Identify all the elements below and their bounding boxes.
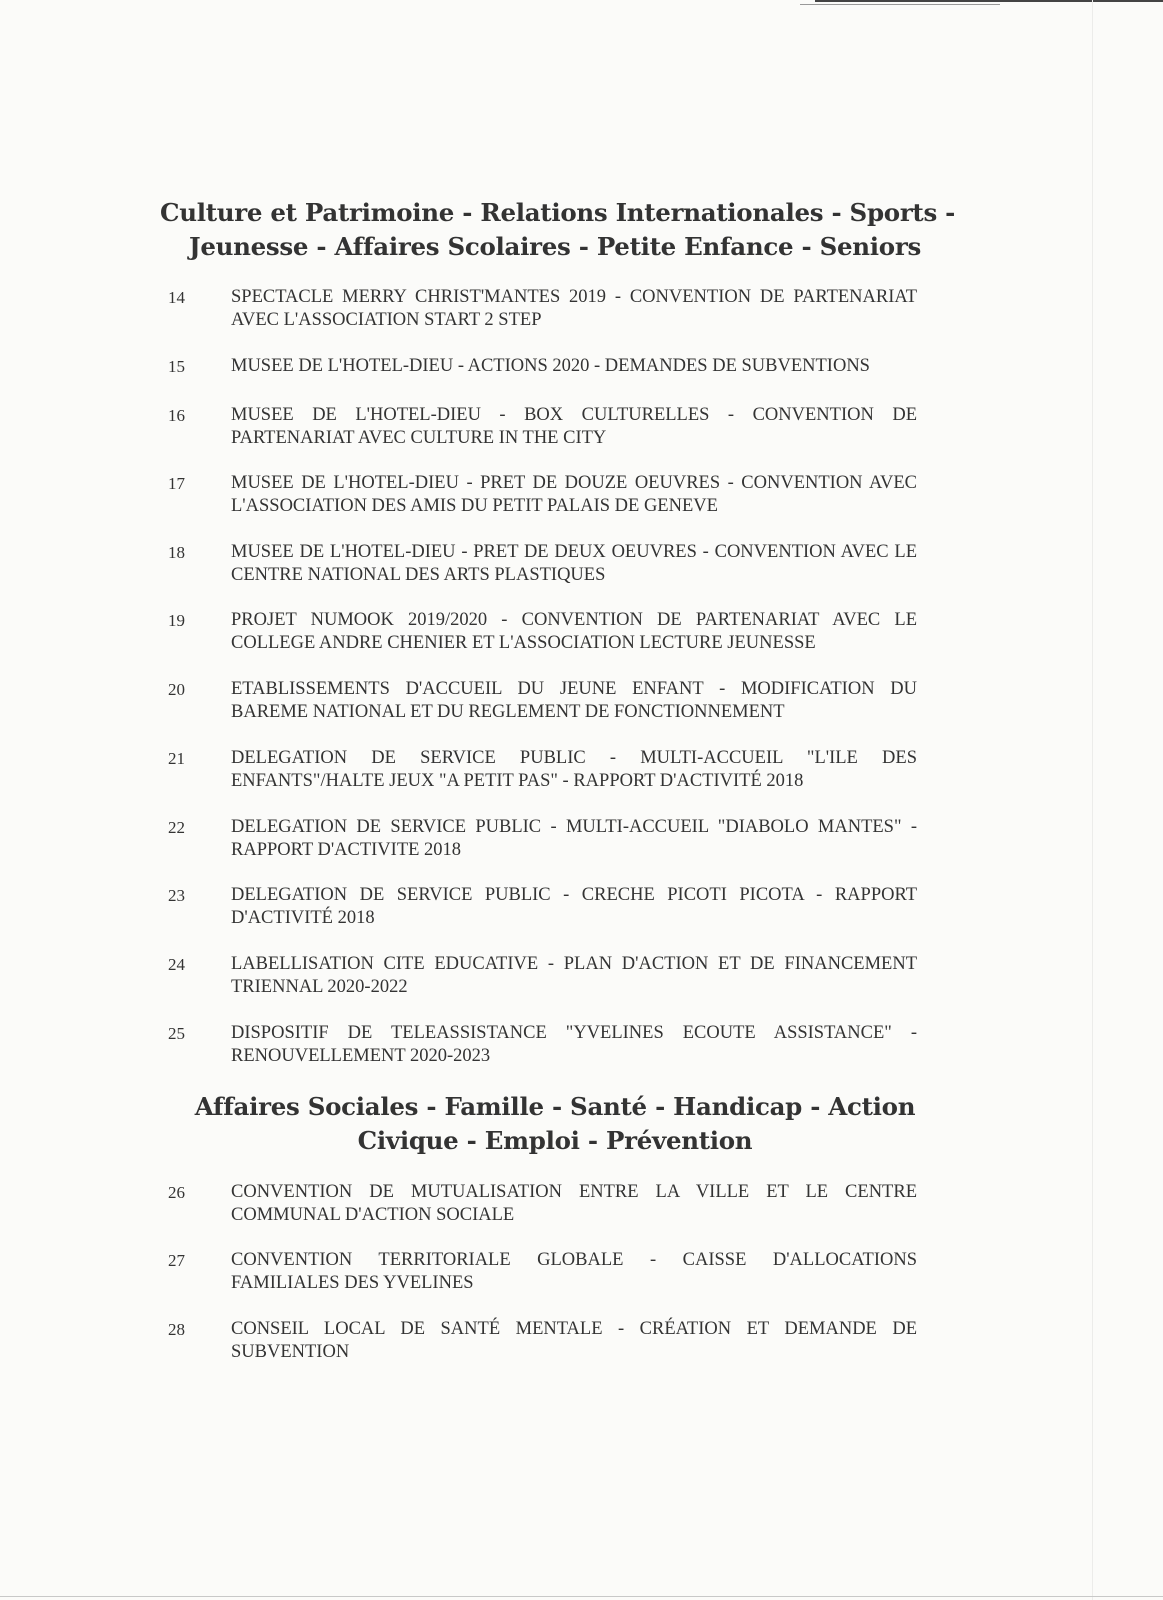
- item-text: CONVENTION TERRITORIALE GLOBALE - CAISSE D'ALLOCATIONS FAMILIALES DES YVELINES: [231, 1250, 917, 1293]
- section-heading-culture: [160, 196, 956, 264]
- item-number: 15: [168, 357, 185, 376]
- scan-top-edge: [815, 0, 1163, 2]
- item-text: DELEGATION DE SERVICE PUBLIC - CRECHE PICOTI PICOTA - RAPPORT D'ACTIVITÉ 2018: [231, 885, 917, 928]
- section-heading-line: Affaires Sociales - Famille - Santé - Handicap - Action: [194, 1092, 916, 1121]
- section-heading-line: Civique - Emploi - Prévention: [357, 1126, 753, 1155]
- item-text: PROJET NUMOOK 2019/2020 - CONVENTION DE PARTENARIAT AVEC LE COLLEGE ANDRE CHENIER ET L'ASSOCIATION LECTURE JEUNESSE: [231, 610, 917, 653]
- item-number: 20: [168, 680, 185, 699]
- item-number: 19: [168, 611, 185, 630]
- item-text: CONVENTION DE MUTUALISATION ENTRE LA VILLE ET LE CENTRE COMMUNAL D'ACTION SOCIALE: [231, 1182, 917, 1225]
- item-number: 17: [168, 474, 185, 493]
- item-number: 18: [168, 543, 185, 562]
- item-number: 14: [168, 288, 185, 307]
- item-number: 25: [168, 1024, 185, 1043]
- item-number: 16: [168, 406, 185, 425]
- item-number: 23: [168, 886, 185, 905]
- scan-top-edge-shadow: [800, 4, 1000, 5]
- item-number: 24: [168, 955, 185, 974]
- item-text: SPECTACLE MERRY CHRIST'MANTES 2019 - CONVENTION DE PARTENARIAT AVEC L'ASSOCIATION START 2 STEP: [231, 287, 917, 330]
- item-text: MUSEE DE L'HOTEL-DIEU - ACTIONS 2020 - DEMANDES DE SUBVENTIONS: [231, 356, 870, 376]
- item-text: DELEGATION DE SERVICE PUBLIC - MULTI-ACCUEIL "L'ILE DES ENFANTS"/HALTE JEUX "A PETIT PAS" - RAPPORT D'ACTIVITÉ 2018: [231, 748, 917, 791]
- item-text: MUSEE DE L'HOTEL-DIEU - BOX CULTURELLES - CONVENTION DE PARTENARIAT AVEC CULTURE IN THE CITY: [231, 405, 917, 448]
- item-text: MUSEE DE L'HOTEL-DIEU - PRET DE DOUZE OEUVRES - CONVENTION AVEC L'ASSOCIATION DES AMIS DU PETIT PALAIS DE GENEVE: [231, 473, 917, 516]
- item-number: 26: [168, 1183, 185, 1202]
- item-number: 21: [168, 749, 185, 768]
- item-text: ETABLISSEMENTS D'ACCUEIL DU JEUNE ENFANT - MODIFICATION DU BAREME NATIONAL ET DU REGLEMENT DE FONCTIONNEMENT: [231, 679, 917, 722]
- item-number: 27: [168, 1251, 185, 1270]
- section-heading-line: Jeunesse - Affaires Scolaires - Petite Enfance - Seniors: [189, 232, 921, 261]
- scan-right-shadow: [1092, 0, 1093, 1600]
- item-number: 28: [168, 1320, 185, 1339]
- section-heading-social: [160, 1090, 950, 1158]
- item-text: MUSEE DE L'HOTEL-DIEU - PRET DE DEUX OEUVRES - CONVENTION AVEC LE CENTRE NATIONAL DES ARTS PLASTIQUES: [231, 542, 917, 585]
- scan-bottom-edge: [0, 1596, 1163, 1597]
- section-heading-line: Culture et Patrimoine - Relations Internationales - Sports -: [160, 198, 956, 227]
- item-text: LABELLISATION CITE EDUCATIVE - PLAN D'ACTION ET DE FINANCEMENT TRIENNAL 2020-2022: [231, 954, 917, 997]
- item-text: CONSEIL LOCAL DE SANTÉ MENTALE - CRÉATION ET DEMANDE DE SUBVENTION: [231, 1319, 917, 1362]
- item-text: DISPOSITIF DE TELEASSISTANCE "YVELINES ECOUTE ASSISTANCE" - RENOUVELLEMENT 2020-2023: [231, 1023, 917, 1066]
- item-number: 22: [168, 818, 185, 837]
- item-text: DELEGATION DE SERVICE PUBLIC - MULTI-ACCUEIL "DIABOLO MANTES" - RAPPORT D'ACTIVITE 2018: [231, 817, 917, 860]
